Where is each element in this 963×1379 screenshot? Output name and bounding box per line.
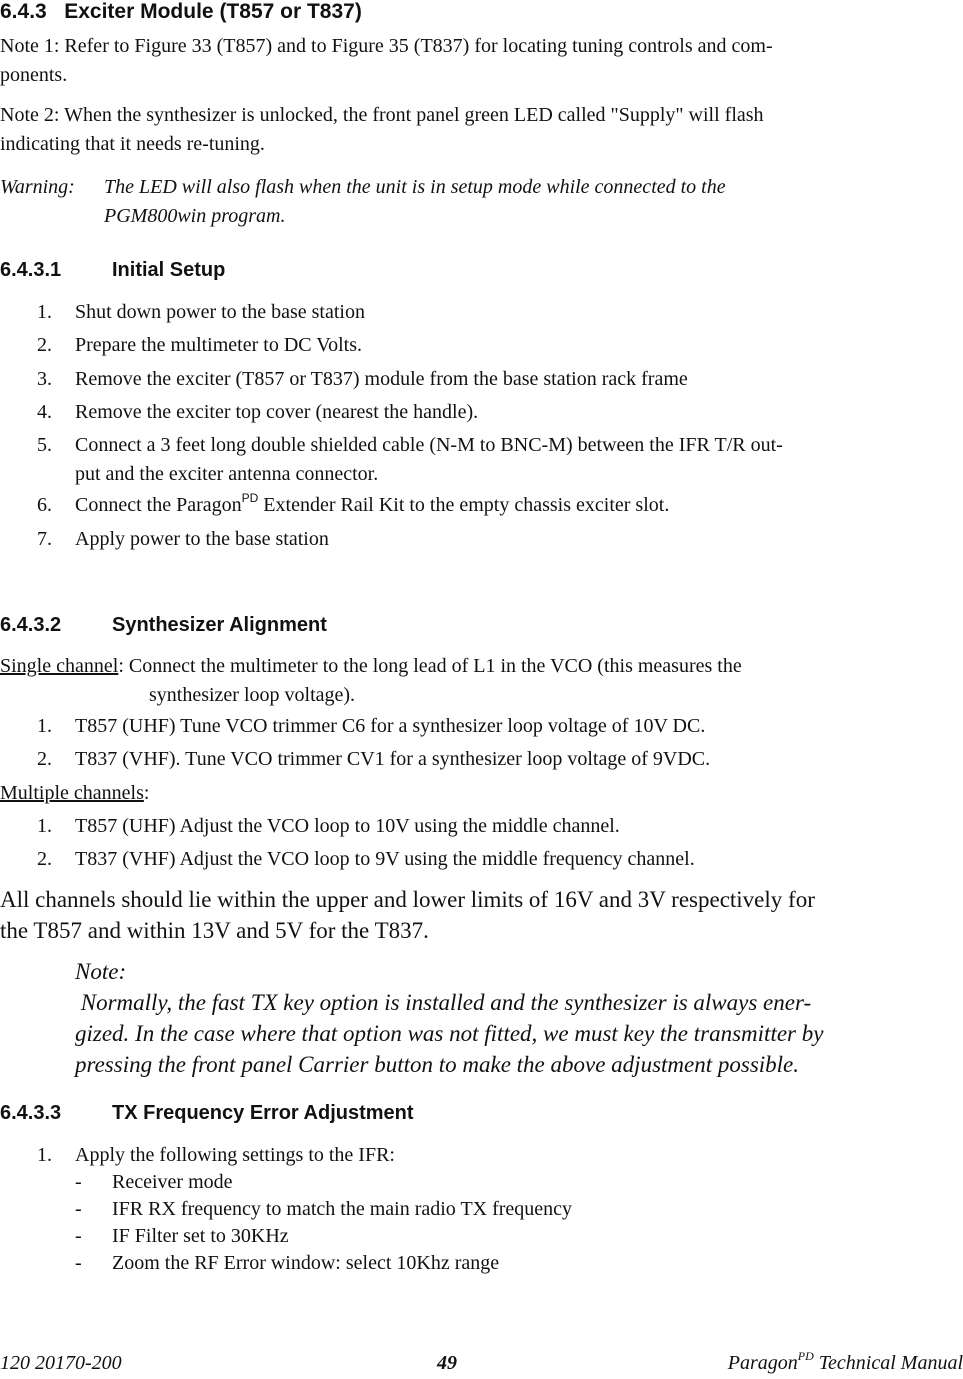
list-item bbox=[75, 431, 783, 489]
warning-line-1: The LED will also flash when the unit is in setup mode while connected to the bbox=[104, 176, 726, 198]
initial-setup-title: Initial Setup bbox=[112, 259, 226, 281]
list-number: 4. bbox=[37, 401, 52, 423]
note-1-line-2: ponents. bbox=[0, 64, 68, 86]
multiple-channels-colon: : bbox=[143, 782, 150, 804]
settings-dash: - bbox=[75, 1225, 82, 1247]
limits-line-1: All channels should lie within the upper and lower limits of 16V and 3V respectively for bbox=[0, 887, 815, 912]
list-item-text: Connect the Paragon bbox=[75, 494, 242, 516]
single-channel-text: : Connect the multimeter to the long lead of L1 in the VCO (this measures the bbox=[118, 655, 742, 677]
warning-text bbox=[104, 173, 726, 231]
limits-paragraph bbox=[0, 884, 815, 946]
list-number: 7. bbox=[37, 528, 52, 550]
settings-item: IF Filter set to 30KHz bbox=[112, 1225, 289, 1247]
initial-setup-number: 6.4.3.1 bbox=[0, 259, 62, 281]
list-number: 6. bbox=[37, 494, 52, 516]
italic-note bbox=[75, 956, 823, 1080]
synth-alignment-number: 6.4.3.2 bbox=[0, 614, 62, 636]
footer-brand-superscript: PD bbox=[797, 1349, 814, 1363]
settings-item: IFR RX frequency to match the main radio TX frequency bbox=[112, 1198, 573, 1220]
list-item: Shut down power to the base station bbox=[75, 301, 365, 323]
list-item: T837 (VHF). Tune VCO trimmer CV1 for a synthesizer loop voltage of 9VDC. bbox=[75, 748, 711, 770]
list-number: 3. bbox=[37, 368, 52, 390]
note-2 bbox=[0, 101, 764, 159]
note-label: Note: bbox=[75, 959, 127, 984]
list-item: Apply the following settings to the IFR: bbox=[75, 1144, 395, 1166]
note-2-line-1: Note 2: When the synthesizer is unlocked, the front panel green LED called "Supply" will flash bbox=[0, 104, 764, 126]
single-channel-label: Single channel bbox=[0, 655, 119, 677]
list-item-line-1: Connect a 3 feet long double shielded cable (N-M to BNC-M) between the IFR T/R out- bbox=[75, 434, 783, 456]
warning-line-2: PGM800win program. bbox=[104, 205, 286, 227]
list-item: T857 (UHF) Adjust the VCO loop to 10V using the middle channel. bbox=[75, 815, 620, 837]
list-item: Remove the exciter (T857 or T837) module from the base station rack frame bbox=[75, 368, 688, 390]
settings-dash: - bbox=[75, 1252, 82, 1274]
footer-manual-title bbox=[727, 1349, 963, 1375]
list-number: 2. bbox=[37, 748, 52, 770]
single-channel-paragraph bbox=[0, 652, 742, 681]
note-1 bbox=[0, 32, 773, 90]
list-number: 1. bbox=[37, 815, 52, 837]
list-number: 1. bbox=[37, 1144, 52, 1166]
multiple-channels-paragraph bbox=[0, 779, 149, 808]
list-item: T857 (UHF) Tune VCO trimmer C6 for a synthesizer loop voltage of 10V DC. bbox=[75, 715, 706, 737]
note-line-3: pressing the front panel Carrier button to make the above adjustment possible. bbox=[75, 1052, 800, 1077]
note-1-line-1: Note 1: Refer to Figure 33 (T857) and to Figure 35 (T837) for locating tuning controls and com- bbox=[0, 35, 773, 57]
tx-freq-title: TX Frequency Error Adjustment bbox=[112, 1102, 414, 1124]
settings-item: Zoom the RF Error window: select 10Khz range bbox=[112, 1252, 500, 1274]
list-item: Apply power to the base station bbox=[75, 528, 329, 550]
single-channel-text-cont: synthesizer loop voltage). bbox=[149, 684, 356, 706]
trademark-superscript: PD bbox=[241, 491, 259, 505]
section-heading bbox=[0, 0, 362, 24]
list-item: Prepare the multimeter to DC Volts. bbox=[75, 334, 363, 356]
note-line-1: Normally, the fast TX key option is installed and the synthesizer is always ener- bbox=[75, 990, 812, 1015]
list-item: Remove the exciter top cover (nearest the handle). bbox=[75, 401, 479, 423]
limits-line-2: the T857 and within 13V and 5V for the T837. bbox=[0, 918, 429, 943]
settings-dash: - bbox=[75, 1171, 82, 1193]
list-item: T837 (VHF) Adjust the VCO loop to 9V using the middle frequency channel. bbox=[75, 848, 695, 870]
list-number: 1. bbox=[37, 715, 52, 737]
note-line-2: gized. In the case where that option was not fitted, we must key the transmitter by bbox=[75, 1021, 824, 1046]
settings-item: Receiver mode bbox=[112, 1171, 233, 1193]
warning-label: Warning: bbox=[0, 176, 75, 198]
list-item-text: Extender Rail Kit to the empty chassis exciter slot. bbox=[258, 494, 670, 516]
list-item bbox=[75, 491, 669, 520]
footer-page-number: 49 bbox=[437, 1352, 457, 1374]
list-number: 5. bbox=[37, 434, 52, 456]
section-number: 6.4.3 bbox=[0, 0, 47, 23]
footer-brand: Paragon bbox=[727, 1352, 798, 1374]
list-number: 1. bbox=[37, 301, 52, 323]
footer-doc-number: 120 20170-200 bbox=[0, 1352, 122, 1374]
footer-manual: Technical Manual bbox=[813, 1352, 963, 1374]
section-title: Exciter Module (T857 or T837) bbox=[64, 0, 362, 23]
multiple-channels-label: Multiple channels bbox=[0, 782, 144, 804]
settings-dash: - bbox=[75, 1198, 82, 1220]
tx-freq-number: 6.4.3.3 bbox=[0, 1102, 62, 1124]
list-item-line-2: put and the exciter antenna connector. bbox=[75, 463, 379, 485]
note-2-line-2: indicating that it needs re-tuning. bbox=[0, 133, 265, 155]
list-number: 2. bbox=[37, 848, 52, 870]
list-number: 2. bbox=[37, 334, 52, 356]
synth-alignment-title: Synthesizer Alignment bbox=[112, 614, 327, 636]
